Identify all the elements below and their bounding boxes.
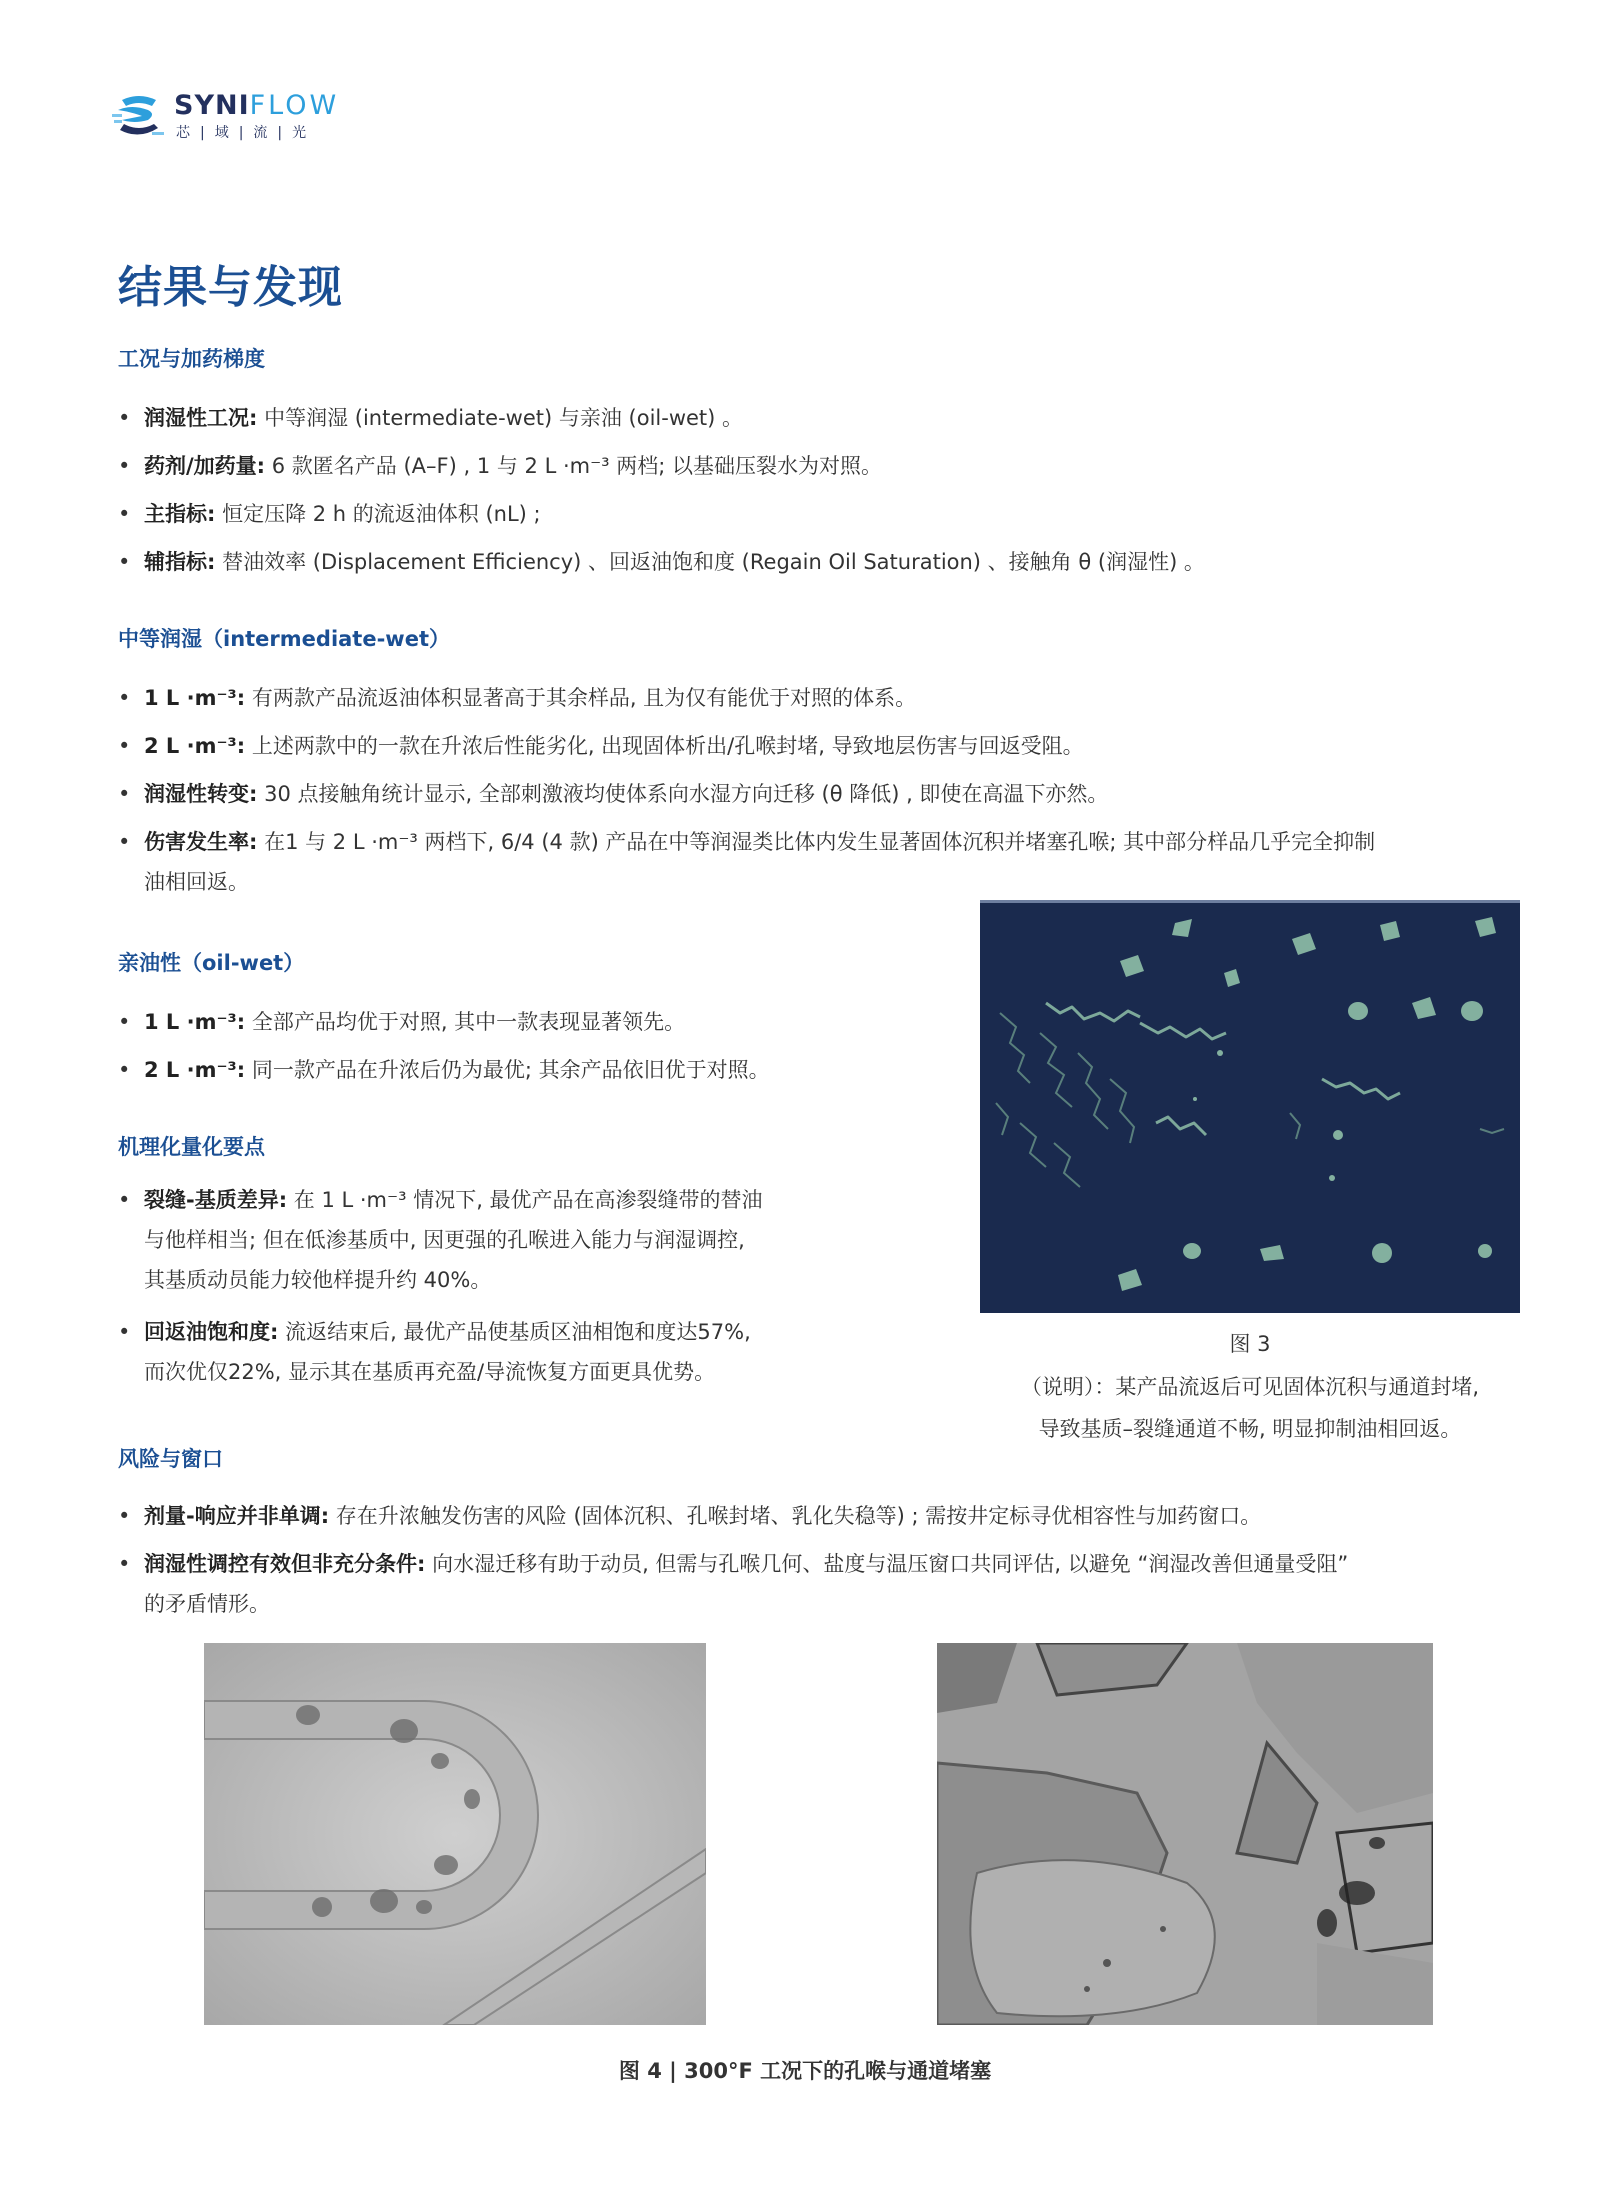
list-item: • 辅指标: 替油效率 (Displacement Efficiency) 、回返油饱和度 (Regain Oil Saturation) 、接触角 θ (润湿性) 。 (118, 550, 1205, 574)
u-channel-blockage-image (204, 1643, 706, 2025)
syniflow-logo (112, 88, 382, 144)
list-item: • 2 L ·m⁻³: 上述两款中的一款在升浓后性能劣化, 出现固体析出/孔喉封堵, 导致地层伤害与回返受阻。 (118, 734, 1084, 758)
logo-mark-icon (112, 92, 166, 138)
list-item: • 药剂/加药量: 6 款匿名产品 (A–F) , 1 与 2 L ·m⁻³ 两档; 以基础压裂水为对照。 (118, 454, 883, 478)
list-item: • 伤害发生率: 在1 与 2 L ·m⁻³ 两档下, 6/4 (4 款) 产品在中等润湿类比体内发生显著固体沉积并堵塞孔喉; 其中部分样品几乎完全抑制 油相回返。 (118, 830, 1376, 894)
figure-3-caption: （说明）：某产品流返后可见固体沉积与通道封堵, 导致基质–裂缝通道不畅, 明显抑制油相回返。 (1020, 1375, 1480, 1441)
list-item: • 润湿性调控有效但非充分条件: 向水湿迁移有助于动员, 但需与孔喉几何、盐度与温压窗口共同评估, 以避免 “润湿改善但通量受阻” 的矛盾情形。 (118, 1552, 1349, 1616)
figure-4-left-micrograph (204, 1643, 706, 2025)
logo-chinese-name: 芯|域|流|光 (176, 125, 317, 141)
section-heading-conditions: 工况与加药梯度 (118, 347, 265, 371)
figure-3-title: 图 3 (1229, 1332, 1271, 1356)
figure-4-right-micrograph (937, 1643, 1433, 2025)
section-heading-mechanism: 机理化量化要点 (118, 1135, 265, 1159)
list-item: • 主指标: 恒定压降 2 h 的流返油体积 (nL) ; (118, 502, 541, 526)
section-heading-risk: 风险与窗口 (118, 1447, 223, 1471)
section-heading-oil-wet: 亲油性（oil-wet） (118, 951, 305, 975)
figure-4-caption: 图 4 | 300°F 工况下的孔喉与通道堵塞 (618, 2059, 992, 2083)
figure-3-micrograph (980, 900, 1520, 1313)
list-item: • 润湿性工况: 中等润湿 (intermediate-wet) 与亲油 (oil-wet) 。 (118, 406, 744, 430)
page-title: 结果与发现 (118, 262, 343, 313)
list-item: • 1 L ·m⁻³: 有两款产品流返油体积显著高于其余样品, 且为仅有能优于对照的体系。 (118, 686, 917, 710)
logo-wordmark: SYNIFLOW (174, 90, 340, 121)
section-heading-intermediate-wet: 中等润湿（intermediate-wet） (118, 627, 450, 651)
list-item: • 回返油饱和度: 流返结束后, 最优产品使基质区油相饱和度达57%, 而次优仅22%, 显示其在基质再充盈/导流恢复方面更具优势。 (118, 1320, 751, 1384)
pore-throat-blockage-image (937, 1643, 1433, 2025)
list-item: • 2 L ·m⁻³: 同一款产品在升浓后仍为最优; 其余产品依旧优于对照。 (118, 1058, 770, 1082)
list-item: • 裂缝-基质差异: 在 1 L ·m⁻³ 情况下, 最优产品在高渗裂缝带的替油 与他样相当; 但在低渗基质中, 因更强的孔喉进入能力与润湿调控, 其基质动员能力较他样提升约 40%。 (118, 1188, 763, 1292)
micromodel-deposition-image (980, 903, 1520, 1310)
list-item: • 1 L ·m⁻³: 全部产品均优于对照, 其中一款表现显著领先。 (118, 1010, 686, 1034)
list-item: • 润湿性转变: 30 点接触角统计显示, 全部刺激液均使体系向水湿方向迁移 (θ 降低) , 即使在高温下亦然。 (118, 782, 1109, 806)
list-item: • 剂量-响应并非单调: 存在升浓触发伤害的风险 (固体沉积、孔喉封堵、乳化失稳等) ; 需按井定标寻优相容性与加药窗口。 (118, 1504, 1262, 1528)
